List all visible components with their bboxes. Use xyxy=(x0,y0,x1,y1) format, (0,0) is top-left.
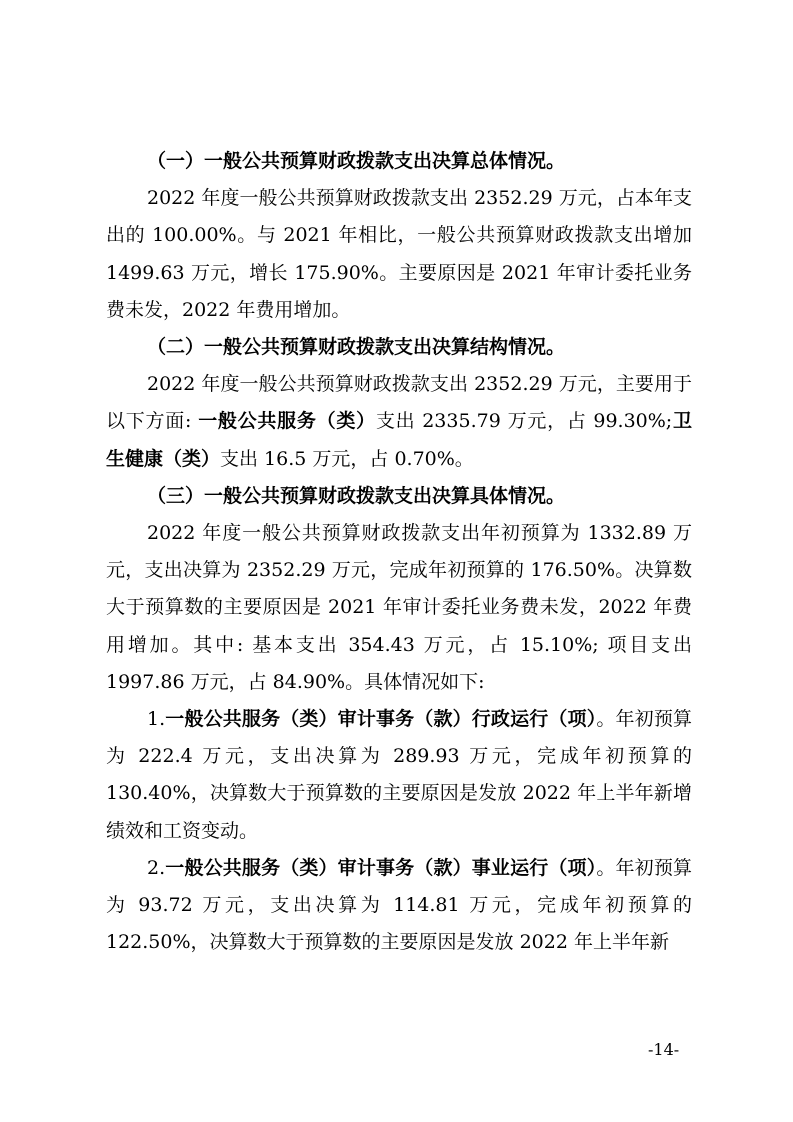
item-1-number: 1. xyxy=(147,708,166,731)
item-2-title: 一般公共服务（类）审计事务（款）事业运行（项） xyxy=(165,856,597,879)
section-3-heading: （三）一般公共预算财政拨款支出决算具体情况。 xyxy=(147,484,566,507)
section-2-heading: （二）一般公共预算财政拨款支出决算结构情况。 xyxy=(147,336,566,359)
category-general-public-services: 一般公共服务（类） xyxy=(198,410,376,433)
section-2-text-2: 支出 2335.79 万元，占 99.30%; xyxy=(375,410,673,433)
section-3-paragraph: 2022 年度一般公共预算财政拨款支出年初预算为 1332.89 万元，支出决算为 2352.29 万元，完成年初预算的 176.50%。决算数大于预算数的主要原因是 2021 年审计委托业务费未发，2022 年费用增加。其中: 基本支出 354.43 万元，占 15.10%; 项目支出 1997.86 万元，占 84.90%。具体情况如下: xyxy=(106,522,692,693)
section-1-heading: （一）一般公共预算财政拨款支出决算总体情况。 xyxy=(147,150,566,172)
item-1-title: 一般公共服务（类）审计事务（款）行政运行（项） xyxy=(165,708,597,731)
item-2-paragraph xyxy=(106,850,692,962)
section-2-text-3: 支出 16.5 万元，占 0.70%。 xyxy=(220,447,474,470)
item-2-text: 。年初预算为 93.72 万元，支出决算为 114.81 万元，完成年初预算的 122.50%，决算数大于预算数的主要原因是发放 2022 年上半年新 xyxy=(106,856,692,954)
section-2-paragraph xyxy=(106,366,692,478)
document-body xyxy=(106,143,692,961)
section-2-text-1: 2022 年度一般公共预算财政拨款支出 2352.29 万元，主要用于以下方面: xyxy=(106,373,692,433)
item-1-paragraph xyxy=(106,701,692,850)
page-number: -14- xyxy=(648,1040,680,1059)
category-health: 卫生健康（类） xyxy=(106,410,692,470)
item-1-text: 。年初预算为 222.4 万元，支出决算为 289.93 万元，完成年初预算的 130.40%，决算数大于预算数的主要原因是发放 2022 年上半年新增绩效和工资变动。 xyxy=(106,708,692,842)
section-1-paragraph: 2022 年度一般公共预算财政拨款支出 2352.29 万元，占本年支出的 100.00%。与 2021 年相比，一般公共预算财政拨款支出增加 1499.63 万元，增长 175.90%。主要原因是 2021 年审计委托业务费未发，2022 年费用增加。 xyxy=(106,187,692,321)
item-2-number: 2. xyxy=(147,856,166,879)
